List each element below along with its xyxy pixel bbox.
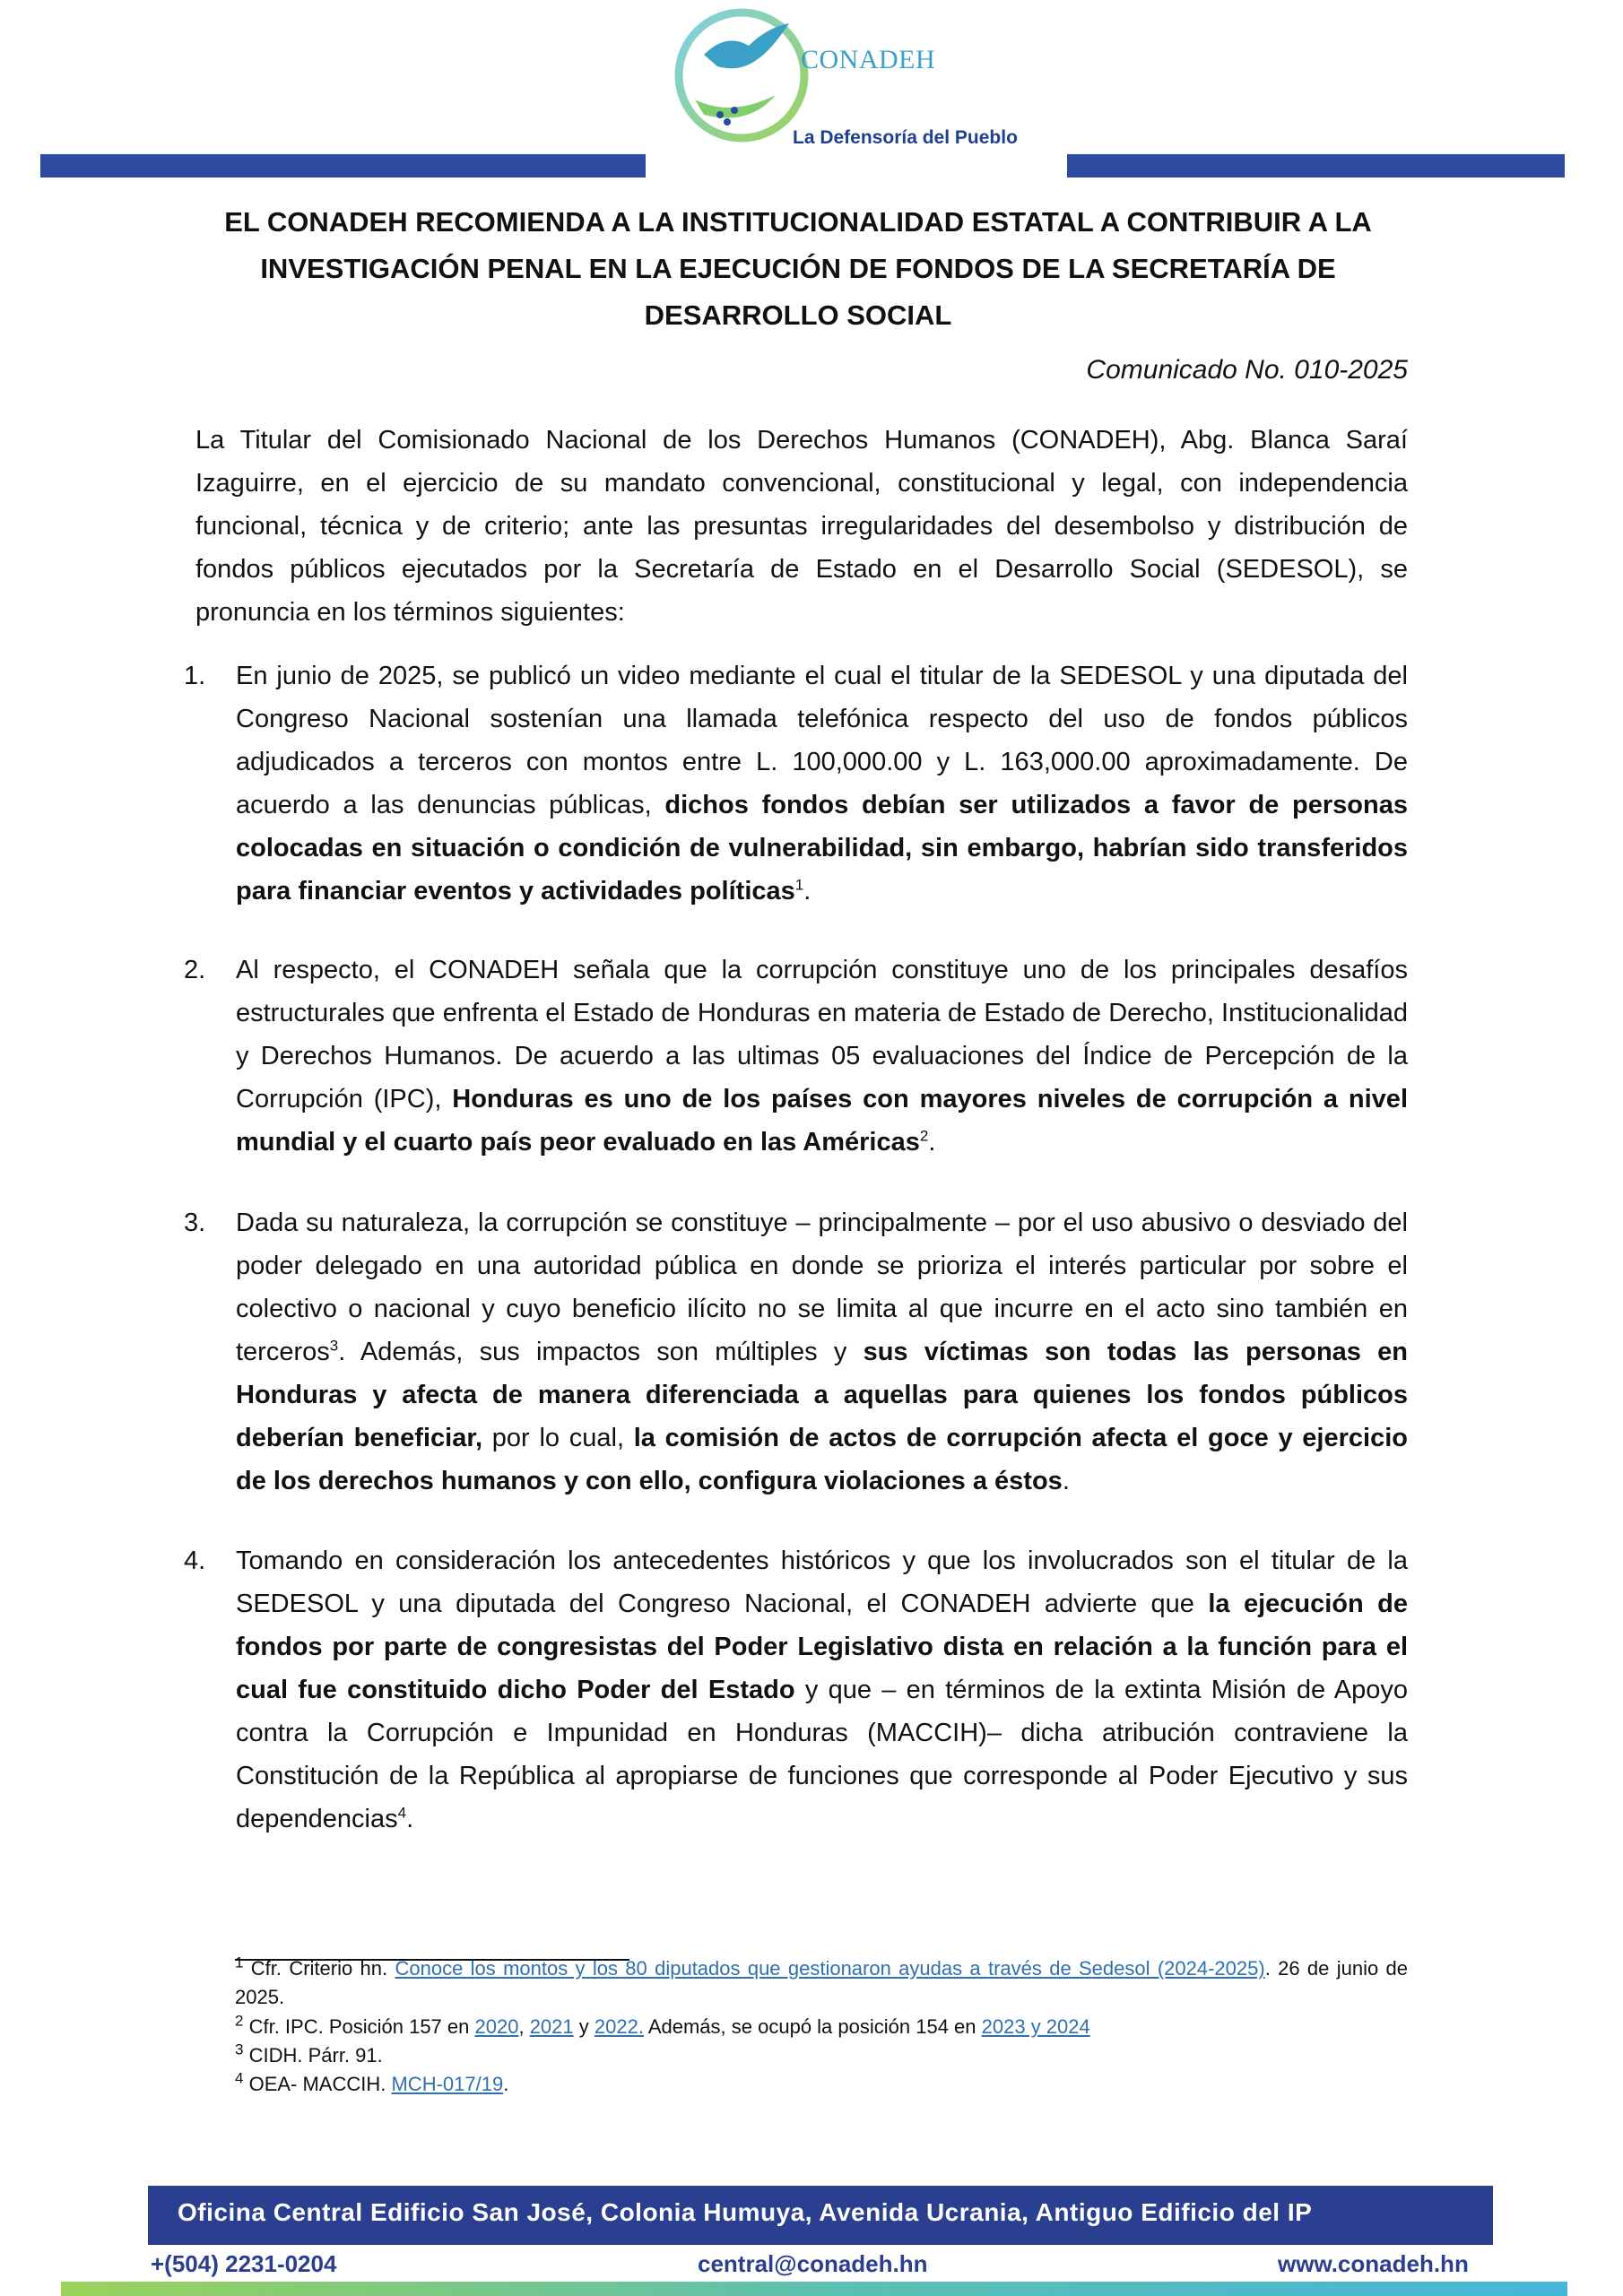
- list-item: [184, 949, 1408, 1164]
- footnote-ref[interactable]: 1: [794, 876, 804, 894]
- footnote-link[interactable]: Conoce los montos y los 80 diputados que gestionaron ayudas a través de Sedesol (2024-2025): [395, 1957, 1265, 1980]
- list-item: [184, 1539, 1408, 1841]
- footnote-ref[interactable]: 3: [329, 1337, 339, 1355]
- footnote-ref[interactable]: 2: [919, 1127, 929, 1145]
- list-item: [184, 654, 1408, 913]
- link-2022[interactable]: 2022.: [594, 2015, 644, 2038]
- document-title: EL CONADEH RECOMIENDA A LA INSTITUCIONALIDAD ESTATAL A CONTRIBUIR A LA INVESTIGACIÓN PENAL EN LA EJECUCIÓN DE FONDOS DE LA SECRETARÍA DE DESARROLLO SOCIAL: [224, 206, 1372, 331]
- item-number: 1.: [184, 662, 206, 690]
- logo-subtitle: La Defensoría del Pueblo: [793, 127, 1018, 148]
- intro-paragraph: La Titular del Comisionado Nacional de los Derechos Humanos (CONADEH), Abg. Blanca Saraí Izaguirre, en el ejercicio de su mandato convencional, constitucional y legal, con independencia funcional, técnica y de criterio; ante las presuntas irregularidades del desembolso y distribución de fondos públicos ejecutados por la Secretaría de Estado en el Desarrollo Social (SEDESOL), se pronuncia en los términos siguientes:: [195, 426, 1408, 627]
- footnote-1: $^1$ Cfr. Criterio hn. Conoce los montos y los 80 diputados que gestionaron ayudas a través de Sedesol (2024-2025). 26 de junio de 2025.: [235, 1954, 1408, 2008]
- logo-name: CONADEH: [801, 45, 936, 74]
- header-bar-gap: [646, 154, 1067, 178]
- footer-gradient-bar: [61, 2282, 1567, 2296]
- footnote-ref[interactable]: 4: [397, 1804, 407, 1822]
- item-number: 4.: [184, 1547, 206, 1575]
- footnote-3: $^3$ CIDH. Párr. 91.: [235, 2040, 383, 2066]
- link-2020[interactable]: 2020: [474, 2015, 519, 2038]
- item-text: Dada su naturaleza, la corrupción se constituye – principalmente – por el uso abusivo o desviado del poder delegado en una autoridad pública en donde se prioriza el interés particular por sobre el colectivo o nacional y cuyo beneficio ilícito no se limita al que incurre en el acto sino también en terceros$^3$. Además, sus impactos son múltiples y sus víctimas son todas las personas en Honduras y afecta de manera diferenciada a aquellas para quienes los fondos públicos deberían beneficiar, por lo cual, la comisión de actos de corrupción afecta el goce y ejercicio de los derechos humanos y con ello, configura violaciones a éstos.: [236, 1209, 1409, 1495]
- item-number: 3.: [184, 1209, 206, 1237]
- footnote-2: $^2$ Cfr. IPC. Posición 157 en 2020, 2021 y 2022. Además, se ocupó la posición 154 en 2023 y 2024: [235, 2012, 1090, 2038]
- item-text: Al respecto, el CONADEH señala que la corrupción constituye uno de los principales desafíos estructurales que enfrenta el Estado de Honduras en materia de Estado de Derecho, Institucionalidad y Derechos Humanos. De acuerdo a las ultimas 05 evaluaciones del Índice de Percepción de la Corrupción (IPC), Honduras es uno de los países con mayores niveles de corrupción a nivel mundial y el cuarto país peor evaluado en las Américas$^2$.: [236, 956, 1408, 1157]
- list-item: [184, 1201, 1408, 1503]
- footer-email[interactable]: central@conadeh.hn: [698, 2250, 928, 2277]
- footer-web[interactable]: www.conadeh.hn: [1278, 2250, 1469, 2277]
- link-2023-2024[interactable]: 2023 y 2024: [981, 2015, 1090, 2038]
- footnote-4: $^4$ OEA- MACCIH. MCH-017/19.: [235, 2069, 509, 2095]
- item-text: Tomando en consideración los antecedentes históricos y que los involucrados son el titular de la SEDESOL y una diputada del Congreso Nacional, el CONADEH advierte que la ejecución de fondos por parte de congresistas del Poder Legislativo dista en relación a la función para el cual fue constituido dicho Poder del Estado y que – en términos de la extinta Misión de Apoyo contra la Corrupción e Impunidad en Honduras (MACCIH)– dicha atribución contraviene la Constitución de la República al apropiarse de funciones que corresponde al Poder Ejecutivo y sus dependencias$^4$.: [236, 1547, 1408, 1833]
- link-2021[interactable]: 2021: [529, 2015, 574, 2038]
- item-text: En junio de 2025, se publicó un video mediante el cual el titular de la SEDESOL y una diputada del Congreso Nacional sostenían una llamada telefónica respecto del uso de fondos públicos adjudicados a terceros con montos entre L. 100,000.00 y L. 163,000.00 aproximadamente. De acuerdo a las denuncias públicas, dichos fondos debían ser utilizados a favor de personas colocadas en situación o condición de vulnerabilidad, sin embargo, habrían sido transferidos para financiar eventos y actividades políticas$^1$.: [236, 662, 1408, 905]
- footer-address: Oficina Central Edificio San José, Colonia Humuya, Avenida Ucrania, Antiguo Edificio del IP: [178, 2198, 1313, 2226]
- footnote-link[interactable]: MCH-017/19: [391, 2073, 504, 2095]
- comunicado-number: Comunicado No. 010-2025: [1086, 355, 1408, 385]
- item-number: 2.: [184, 956, 206, 984]
- footer-phone[interactable]: +(504) 2231-0204: [151, 2250, 337, 2277]
